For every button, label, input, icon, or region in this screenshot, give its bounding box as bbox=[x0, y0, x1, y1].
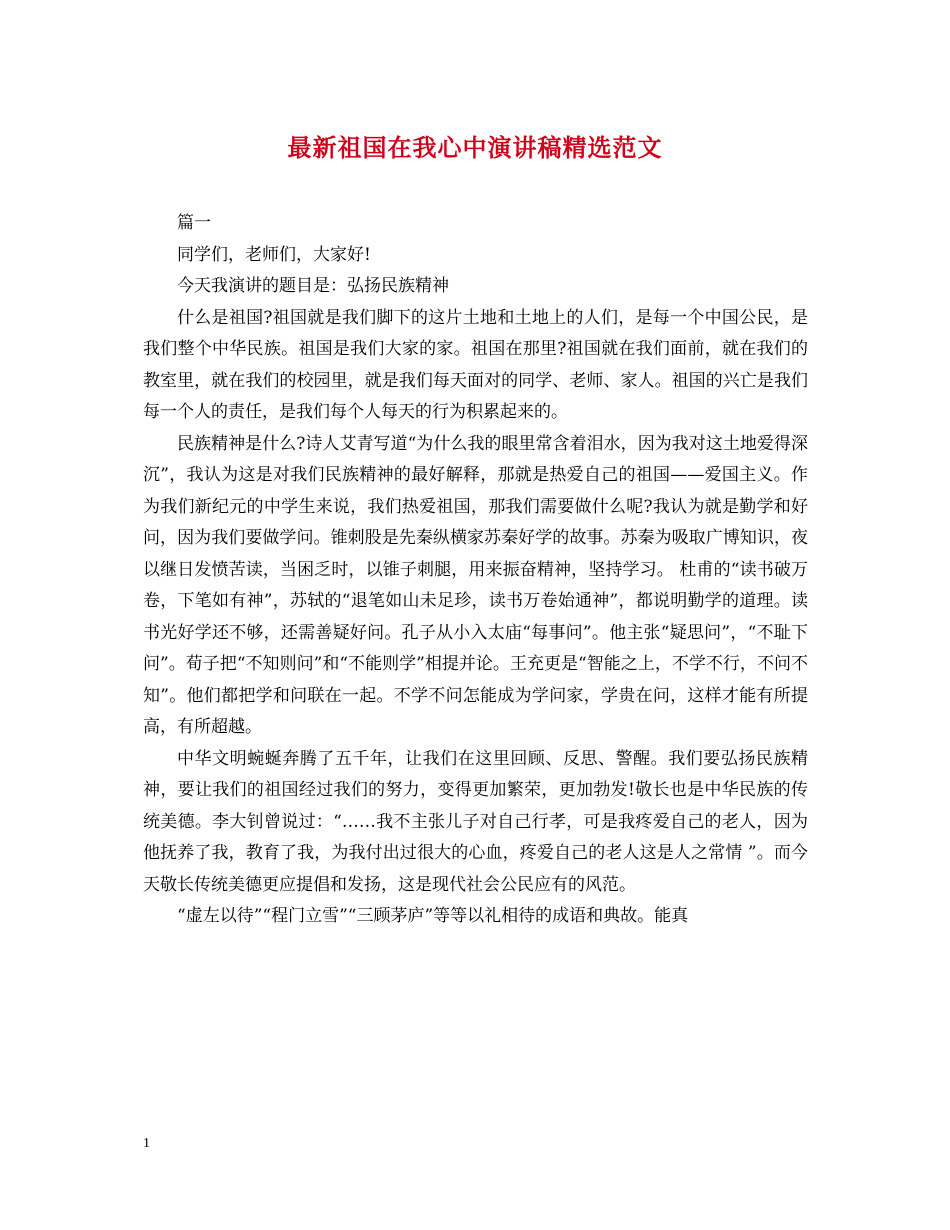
paragraph-idioms: “虚左以待”“程门立雪”“三顾茅庐”等等以礼相待的成语和典故。能真 bbox=[177, 906, 689, 926]
document-body bbox=[143, 208, 808, 933]
paragraph-section-heading: 篇一 bbox=[177, 213, 211, 233]
document-title: 最新祖国在我心中演讲稿精选范文 bbox=[287, 134, 663, 162]
page-number: 1 bbox=[143, 1136, 150, 1151]
paragraph-topic: 今天我演讲的题目是：弘扬民族精神 bbox=[177, 276, 449, 296]
paragraph-motherland: 什么是祖国?祖国就是我们脚下的这片土地和土地上的人们，是每一个中国公民，是我们整个中华民族。祖国是我们大家的家。祖国在那里?祖国就在我们面前，就在我们的教室里，就在我们的校园里，就是我们每天面对的同学、老师、家人。祖国的兴亡是我们每一个人的责任，是我们每个人每天的行为积累起来的。 bbox=[143, 307, 808, 422]
paragraph-national-spirit: 民族精神是什么?诗人艾青写道“为什么我的眼里常含着泪水，因为我对这土地爱得深沉”，我认为这是对我们民族精神的最好解释，那就是热爱自己的祖国——爱国主义。作为我们新纪元的中学生来说，我们热爱祖国，那我们需要做什么呢?我认为就是勤学和好问，因为我们要做学问。锥刺股是先秦纵横家苏秦好学的故事。苏秦为吸取广博知识，夜以继日发愤苦读，当困乏时，以锥子刺腿，用来振奋精神，坚持学习。 杜甫的“读书破万卷，下笔如有神”，苏轼的“退笔如山未足珍，读书万卷始通神”，都说明勤学的道理。读书光好学还不够，还需善疑好问。孔子从小入太庙“每事问”。他主张“疑思问”，“不耻下问”。荀子把“不知则问”和“不能则学”相提并论。王充更是“智能之上，不学不行，不问不知”。他们都把学和问联在一起。不学不问怎能成为学问家，学贵在问，这样才能有所提高，有所超越。 bbox=[143, 433, 808, 737]
paragraph-greeting: 同学们，老师们，大家好! bbox=[177, 244, 371, 265]
paragraph-civilization: 中华文明蜿蜒奔腾了五千年，让我们在这里回顾、反思、警醒。我们要弘扬民族精神，要让我们的祖国经过我们的努力，变得更加繁荣，更加勃发!敬长也是中华民族的传统美德。李大钊曾说过：“……我不主张儿子对自己行孝，可是我疼爱自己的老人，因为他抚养了我，教育了我，为我付出过很大的心血，疼爱自己的老人这是人之常情 ”。而今天敬长传统美德更应提倡和发扬，这是现代社会公民应有的风范。 bbox=[143, 748, 808, 895]
